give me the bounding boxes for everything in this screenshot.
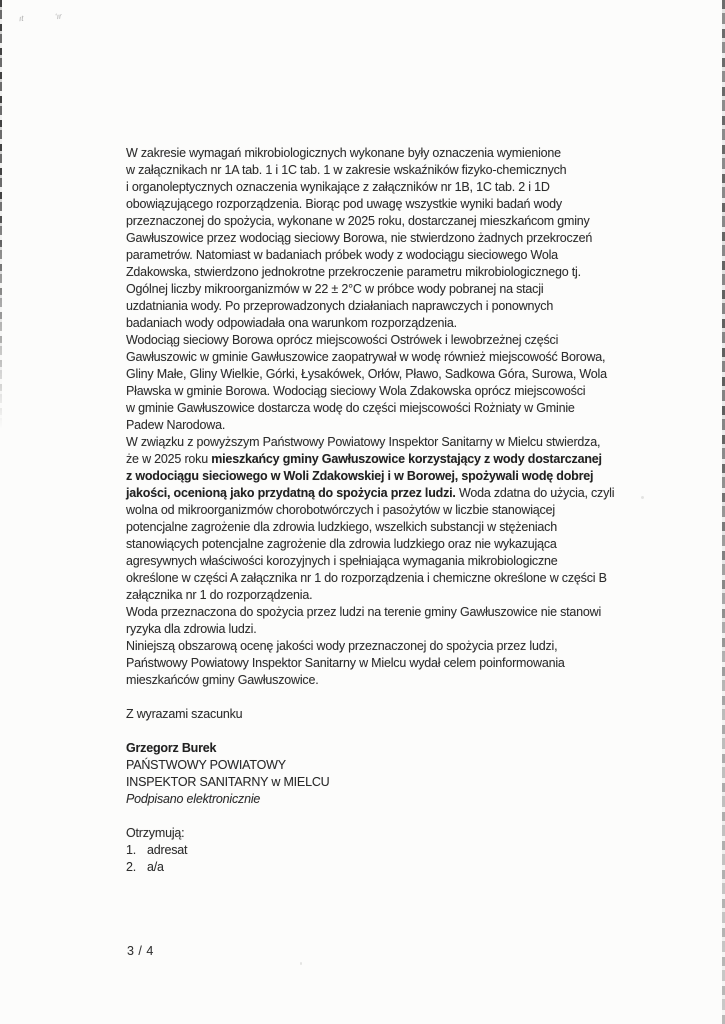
spacer [126,723,626,740]
body-line: W związku z powyższym Państwowy Powiatowy Inspektor Sanitarny w Mielcu stwierdza, [126,435,601,449]
signature-title-block [126,757,626,791]
body-line: jakości, ocenioną jako przydatną do spożycia przez ludzi. Woda zdatna do użycia, czyli [126,486,615,500]
scan-edge-artifact-left [0,0,2,430]
body-line: W zakresie wymagań mikrobiologicznych wykonane były oznaczenia wymienione [126,146,561,160]
distribution-item [126,842,626,859]
distribution-item-label: adresat [147,843,188,857]
spacer [126,689,626,706]
body-line: parametrów. Natomiast w badaniach próbek wody z wodociągu sieciowego Wola [126,248,558,262]
distribution-item-number: 1. [126,843,137,857]
body-line: badaniach wody odpowiadała ona warunkom rozporządzenia. [126,316,457,330]
body-line: Woda przeznaczona do spożycia przez ludzi na terenie gminy Gawłuszowice nie stanowi [126,605,602,619]
body-line: z wodociągu sieciowego w Woli Zdakowskiej i w Borowej, spożywali wodę dobrej [126,469,594,483]
distribution-heading: Otrzymują: [126,826,185,840]
body-text [126,145,626,689]
body-line: Padew Narodowa. [126,418,226,432]
body-line: Państwowy Powiatowy Inspektor Sanitarny w Mielcu wydał celem poinformowania [126,656,565,670]
body-line: przeznaczonej do spożycia, wykonane w 2025 roku, dostarczanej mieszkańcom gminy [126,214,590,228]
scan-speckle [300,962,302,965]
body-line: Wodociąg sieciowy Borowa oprócz miejscowości Ostrówek i lewobrzeżnej części [126,333,559,347]
pencil-mark-1: ıt [18,13,24,24]
signature-name: Grzegorz Burek [126,741,217,755]
body-line: że w 2025 roku mieszkańcy gminy Gawłuszowice korzystający z wody dostarczanej [126,452,602,466]
closing-text: Z wyrazami szacunku [126,707,243,721]
distribution-list [126,842,626,876]
body-line: agresywnych właściwości korozyjnych i spełniająca wymagania mikrobiologiczne [126,554,558,568]
distribution-item [126,859,626,876]
signature-signed-note: Podpisano elektronicznie [126,792,261,806]
body-line: Niniejszą obszarową ocenę jakości wody przeznaczonej do spożycia przez ludzi, [126,639,558,653]
distribution-item-number: 2. [126,860,137,874]
body-line: wolna od mikroorganizmów chorobotwórczych i pasożytów w liczbie stanowiącej [126,503,555,517]
signature-title-line: PAŃSTWOWY POWIATOWY [126,758,286,772]
body-line: mieszkańców gminy Gawłuszowice. [126,673,319,687]
body-line: Gliny Małe, Gliny Wielkie, Górki, Łysakówek, Orłów, Pławo, Sadkowa Góra, Surowa, Wola [126,367,607,381]
body-line: załącznika nr 1 do rozporządzenia. [126,588,313,602]
pencil-mark-2: ʻır [54,11,63,22]
body-line: ryzyka dla zdrowia ludzi. [126,622,257,636]
signature-title-line: INSPEKTOR SANITARNY w MIELCU [126,775,330,789]
body-line: Zdakowska, stwierdzono jednokrotne przekroczenie parametru mikrobiologicznego tj. [126,265,581,279]
body-line: Gawłuszowic w gminie Gawłuszowice zaopatrywał w wodę również miejscowość Borowa, [126,350,606,364]
body-line: i organoleptycznych oznaczenia wynikające z załączników nr 1B, 1C tab. 2 i 1D [126,180,550,194]
body-line: w załącznikach nr 1A tab. 1 i 1C tab. 1 w zakresie wskaźników fizyko-chemicznych [126,163,567,177]
spacer [126,808,626,825]
body-line: Gawłuszowice przez wodociąg sieciowy Borowa, nie stwierdzono żadnych przekroczeń [126,231,593,245]
body-line: określone w części A załącznika nr 1 do rozporządzenia i chemiczne określone w części B [126,571,607,585]
scan-speckle [641,496,644,499]
body-line: Ogólnej liczby mikroorganizmów w 22 ± 2°C w próbce wody pobranej na stacji [126,282,544,296]
body-line: obowiązującego rozporządzenia. Biorąc pod uwagę wszystkie wyniki badań wody [126,197,562,211]
distribution-item-label: a/a [147,860,164,874]
body-line: stanowiących potencjalne zagrożenie dla zdrowia ludzkiego oraz nie wykazująca [126,537,557,551]
body-line: w gminie Gawłuszowice dostarcza wodę do części miejscowości Rożniaty w Gminie [126,401,575,415]
page-number: 3 / 4 [127,944,154,958]
body-line: uzdatniania wody. Po przeprowadzonych działaniach naprawczych i ponownych [126,299,554,313]
body-line: Pławska w gminie Borowa. Wodociąg sieciowy Wola Zdakowska oprócz miejscowości [126,384,586,398]
letter-text-block [126,145,626,876]
body-line: potencjalne zagrożenie dla zdrowia ludzkiego, wszelkich substancji w stężeniach [126,520,557,534]
